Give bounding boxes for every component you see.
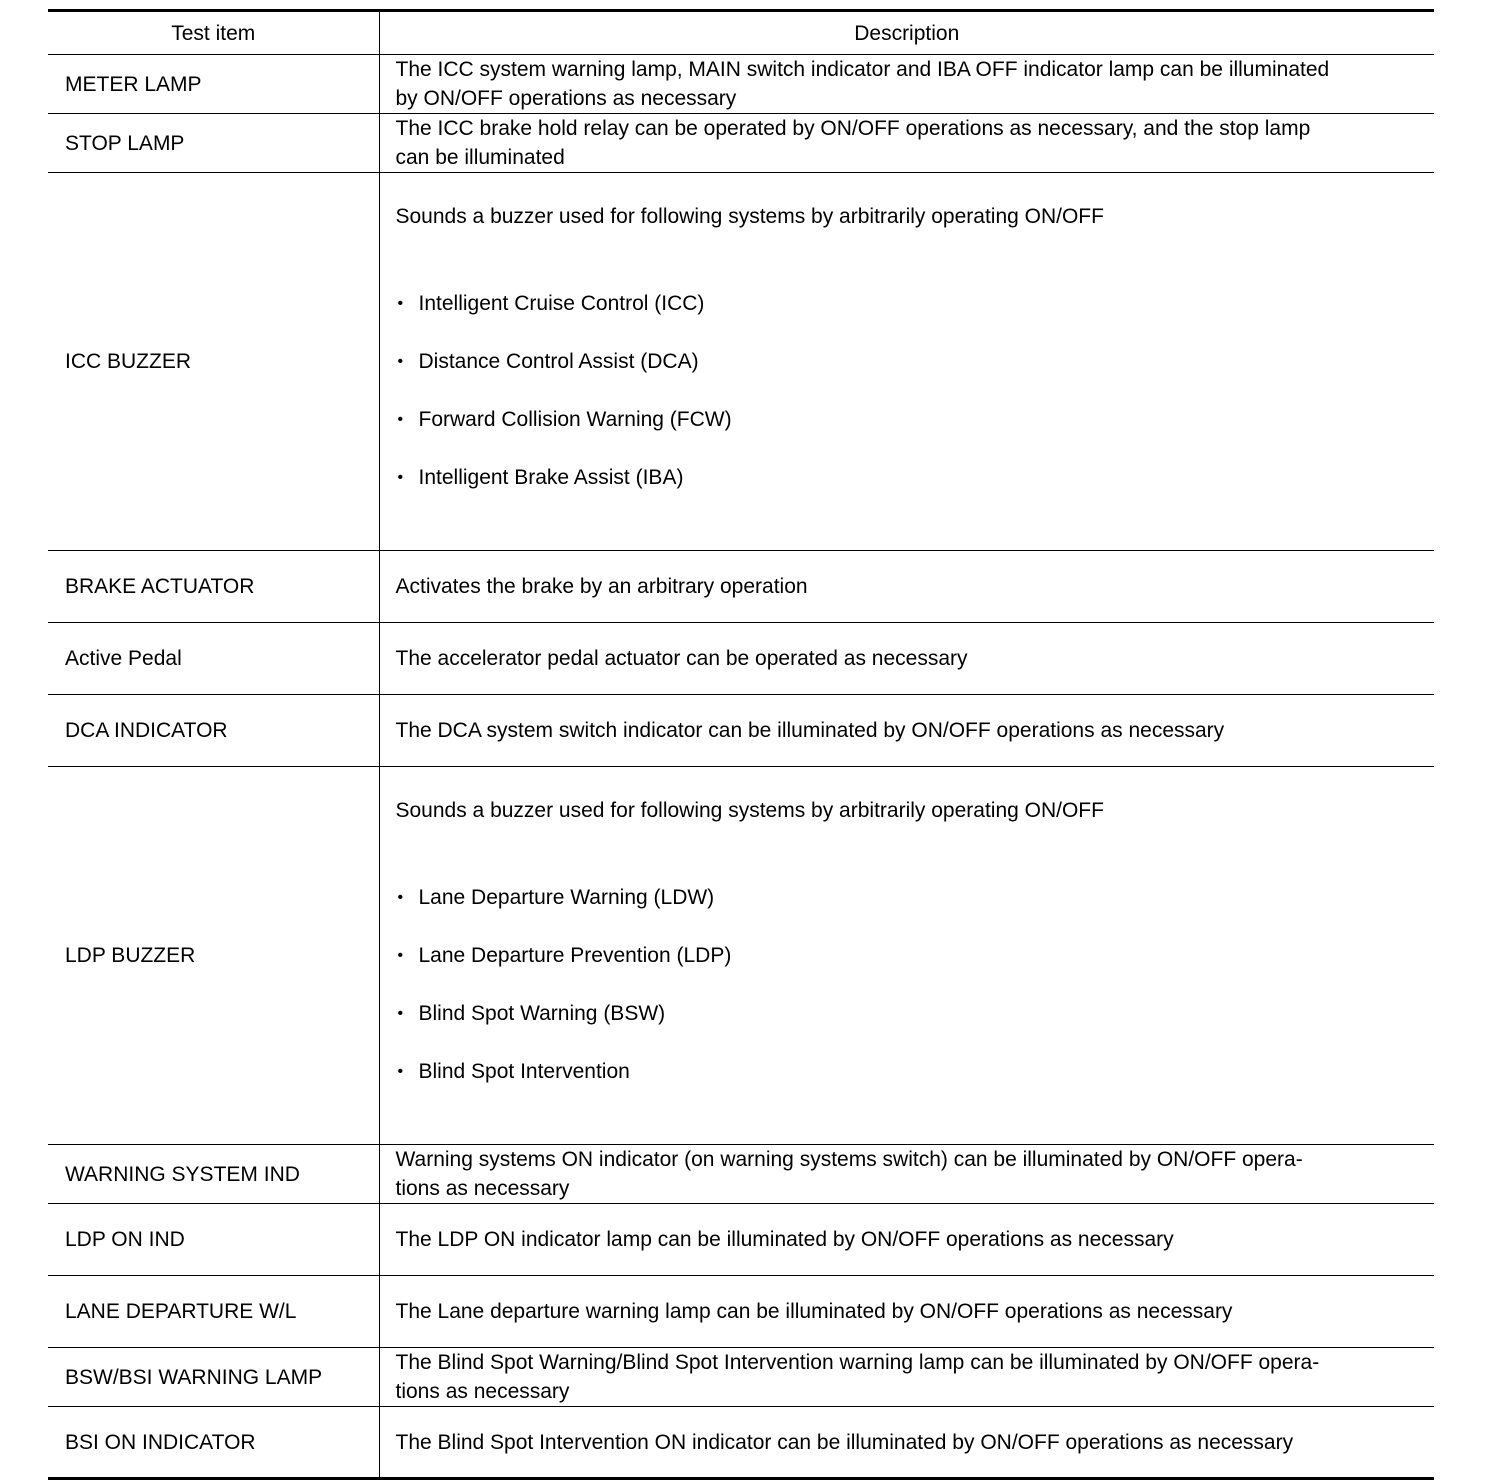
description-cell <box>379 173 1434 551</box>
bullet-item: • Lane Departure Warning (LDW) <box>396 883 1427 912</box>
table-row <box>48 1204 1434 1276</box>
description-cell: Activates the brake by an arbitrary operation <box>379 551 1434 623</box>
description-cell <box>379 767 1434 1145</box>
table-row <box>48 1276 1434 1348</box>
test-item-cell: Active Pedal <box>48 623 379 695</box>
header-row <box>48 11 1434 55</box>
test-item-cell: BRAKE ACTUATOR <box>48 551 379 623</box>
description-cell: Warning systems ON indicator (on warning systems switch) can be illuminated by ON/OFF opera- tions as necessary <box>379 1145 1434 1204</box>
description-intro: Sounds a buzzer used for following systems by arbitrarily operating ON/OFF <box>395 799 1104 822</box>
description-cell: The Blind Spot Intervention ON indicator can be illuminated by ON/OFF operations as necessary <box>379 1407 1434 1479</box>
description-cell: The accelerator pedal actuator can be operated as necessary <box>379 623 1434 695</box>
table-row <box>48 695 1434 767</box>
description-cell: The DCA system switch indicator can be illuminated by ON/OFF operations as necessary <box>379 695 1434 767</box>
description-cell: The Lane departure warning lamp can be illuminated by ON/OFF operations as necessary <box>379 1276 1434 1348</box>
test-item-cell: BSI ON INDICATOR <box>48 1407 379 1479</box>
test-item-cell: ICC BUZZER <box>48 173 379 551</box>
table-row <box>48 767 1434 1145</box>
description-intro: Sounds a buzzer used for following systems by arbitrarily operating ON/OFF <box>395 205 1104 228</box>
test-item-cell: BSW/BSI WARNING LAMP <box>48 1348 379 1407</box>
test-item-cell: LDP BUZZER <box>48 767 379 1145</box>
test-item-cell: WARNING SYSTEM IND <box>48 1145 379 1204</box>
table-row <box>48 173 1434 551</box>
header-test-item: Test item <box>48 11 379 55</box>
bullet-item: • Intelligent Cruise Control (ICC) <box>396 289 1427 318</box>
table-row <box>48 114 1434 173</box>
description-cell: The ICC system warning lamp, MAIN switch indicator and IBA OFF indicator lamp can be illuminated by ON/OFF operations as necessary <box>379 55 1434 114</box>
bullet-item: • Blind Spot Intervention <box>396 1057 1427 1086</box>
bullet-item: • Blind Spot Warning (BSW) <box>396 999 1427 1028</box>
test-item-cell: STOP LAMP <box>48 114 379 173</box>
test-item-table <box>48 9 1434 1480</box>
description-cell: The Blind Spot Warning/Blind Spot Intervention warning lamp can be illuminated by ON/OFF opera- tions as necessary <box>379 1348 1434 1407</box>
table-row <box>48 551 1434 623</box>
description-cell: The ICC brake hold relay can be operated by ON/OFF operations as necessary, and the stop lamp can be illuminated <box>379 114 1434 173</box>
test-item-cell: LDP ON IND <box>48 1204 379 1276</box>
bullet-item: • Forward Collision Warning (FCW) <box>396 405 1427 434</box>
test-item-cell: LANE DEPARTURE W/L <box>48 1276 379 1348</box>
table-row <box>48 1145 1434 1204</box>
header-description: Description <box>379 11 1434 55</box>
bullet-item: • Intelligent Brake Assist (IBA) <box>396 463 1427 492</box>
bullet-list <box>396 854 1427 1115</box>
description-cell: The LDP ON indicator lamp can be illuminated by ON/OFF operations as necessary <box>379 1204 1434 1276</box>
bullet-item: • Distance Control Assist (DCA) <box>396 347 1427 376</box>
table-row <box>48 55 1434 114</box>
table-row <box>48 1348 1434 1407</box>
bullet-item: • Lane Departure Prevention (LDP) <box>396 941 1427 970</box>
test-item-cell: DCA INDICATOR <box>48 695 379 767</box>
bullet-list <box>396 260 1427 521</box>
table-row <box>48 1407 1434 1479</box>
test-item-cell: METER LAMP <box>48 55 379 114</box>
table-row <box>48 623 1434 695</box>
